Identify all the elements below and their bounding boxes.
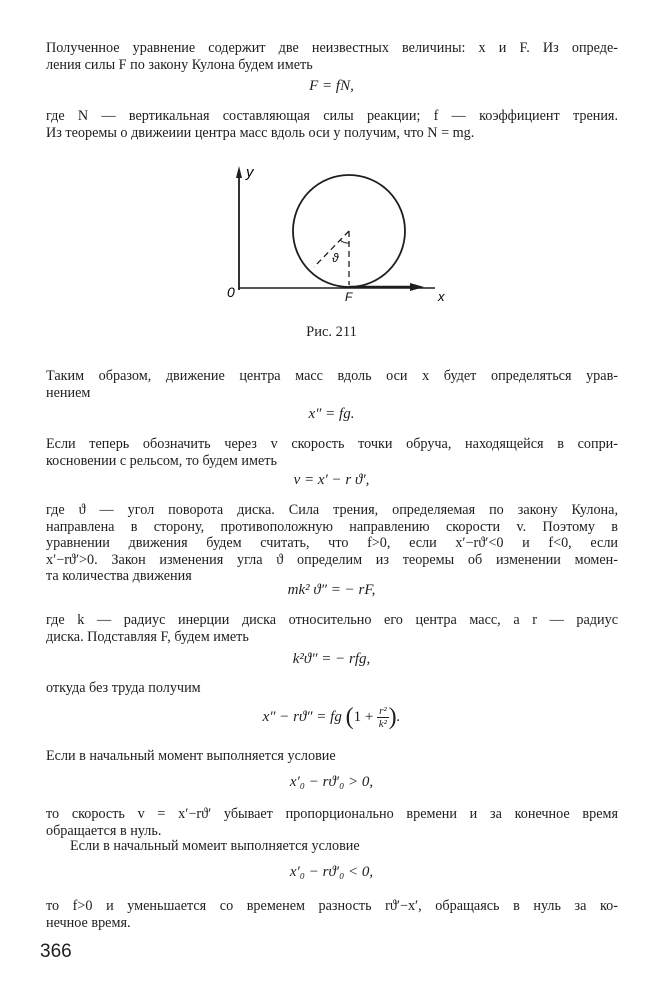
velocity-arrow-icon xyxy=(410,283,424,291)
paragraph-5 xyxy=(46,502,618,585)
y-axis-arrow-icon xyxy=(236,166,242,178)
figure-caption: Рис. 211 xyxy=(306,324,357,340)
equation-contact-velocity: v = x′ − r ϑ′, xyxy=(293,472,370,488)
paragraph-10 xyxy=(70,838,618,855)
angle-arc xyxy=(340,240,349,243)
fraction-numerator: r² xyxy=(379,705,387,717)
equation-combined-one-plus: 1 + xyxy=(353,708,374,725)
equation-substituted: k²ϑ″ = − rfg, xyxy=(292,651,371,667)
paragraph-5-line-1: где ϑ — угол поворота диска. Сила трения, определяемая по закону Кулона, xyxy=(46,502,618,518)
page-number: 366 xyxy=(40,941,72,962)
paragraph-9 xyxy=(46,806,618,839)
x-axis-label: x xyxy=(438,289,445,304)
equation-friction-law: F = fN, xyxy=(309,78,354,94)
paragraph-4-line-1: Если теперь обозначить через v скорость точки обруча, находящейся в сопри- xyxy=(46,436,618,452)
right-paren: ) xyxy=(388,704,397,730)
equation-combined xyxy=(0,704,663,731)
figure-211-diagram xyxy=(0,0,663,320)
paragraph-5-line-3: уравнении движения будем считать, что f>0, если x′−rϑ′<0 и f<0, если xyxy=(46,535,618,551)
paragraph-5-line-4: x′−rϑ′>0. Закон изменения угла ϑ определим из теоремы об изменении момен- xyxy=(46,551,618,568)
origin-label: 0 xyxy=(227,284,235,300)
paragraph-8 xyxy=(46,748,618,765)
equation-condition-negative: x′₀ − rϑ′₀ < 0, xyxy=(289,864,374,880)
paragraph-5-line-5: та количества движения xyxy=(46,568,192,584)
fraction-denominator: k² xyxy=(378,718,387,730)
equation-combined-left: x″ − rϑ″ = fg xyxy=(262,708,342,725)
paragraph-1-line-2: ления силы F по закону Кулона будем иметь xyxy=(46,56,313,73)
paragraph-9-line-2: обращается в нуль. xyxy=(46,822,162,839)
paragraph-2-line-2: Из теоремы о движеиии центра масс вдоль оси y получим, что N = mg. xyxy=(46,124,475,141)
paragraph-11-line-2: нечное время. xyxy=(46,914,131,931)
paragraph-6 xyxy=(46,612,618,645)
equation-center-of-mass: x″ = fg. xyxy=(308,406,355,422)
paragraph-10-line-1: Если в начальный момеит выполняется условие xyxy=(70,838,360,854)
paragraph-11 xyxy=(46,898,618,931)
equation-angular-momentum: mk² ϑ″ = − rF, xyxy=(287,582,376,598)
paragraph-5-line-2: направлена в сторону, противоположную направлению скорости v. Поэтому в xyxy=(46,518,618,535)
paragraph-4 xyxy=(46,436,618,469)
angle-label: ϑ xyxy=(332,251,339,265)
paragraph-3-line-2: нением xyxy=(46,384,91,401)
paragraph-11-line-1: то f>0 и уменьшается со временем разность rϑ′−x′, обращаясь в нуль за ко- xyxy=(46,898,618,914)
paragraph-6-line-1: где k — радиус инерции диска относительно его центра масс, а r — радиус xyxy=(46,612,618,628)
paragraph-2-line-1: где N — вертикальная составляющая силы реакции; f — коэффициент трения. xyxy=(46,108,618,124)
paragraph-6-line-2: диска. Подставляя F, будем иметь xyxy=(46,628,249,645)
fraction-r2-over-k2 xyxy=(377,705,389,730)
equation-combined-tail: . xyxy=(396,708,401,725)
paragraph-8-line-1: Если в начальный момент выполняется условие xyxy=(46,748,336,764)
paragraph-4-line-2: косновении с рельсом, то будем иметь xyxy=(46,452,277,469)
paragraph-9-line-1: то скорость v = x′−rϑ′ убывает пропорционально времени и за конечное время xyxy=(46,806,618,822)
paragraph-7 xyxy=(46,680,618,697)
left-paren: ( xyxy=(345,704,354,730)
equation-condition-positive: x′₀ − rϑ′₀ > 0, xyxy=(289,774,374,790)
paragraph-3-line-1: Таким образом, движение центра масс вдоль оси x будет определяться урав- xyxy=(46,368,618,384)
paragraph-3 xyxy=(46,368,618,401)
point-f-label: F xyxy=(345,290,353,304)
paragraph-7-line-1: откуда без труда получим xyxy=(46,680,201,696)
paragraph-1-line-1: Полученное уравнение содержит две неизвестных величины: x и F. Из опреде- xyxy=(46,40,618,56)
y-axis-label: y xyxy=(246,164,254,181)
